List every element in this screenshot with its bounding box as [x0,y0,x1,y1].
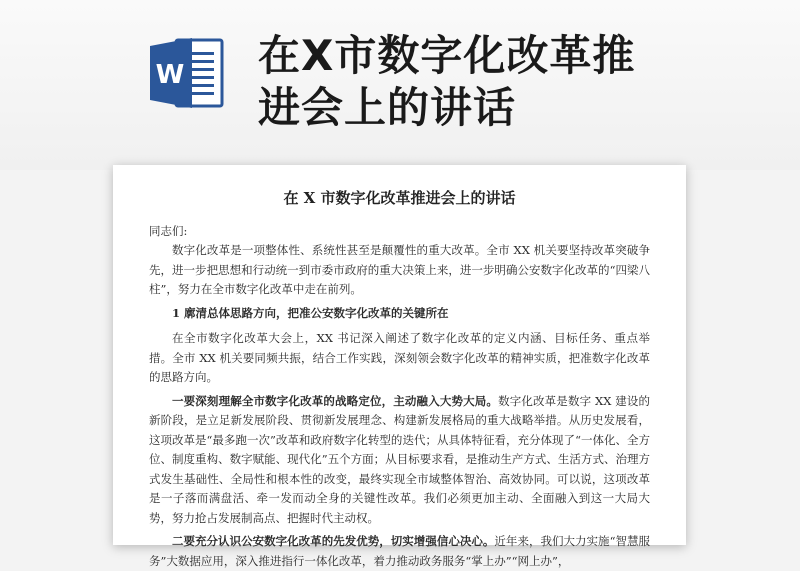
section-heading-1: 1 廓清总体思路方向，把准公安数字化改革的关键所在 [172,305,449,320]
page-title: 在 X 市数字化改革推进会上的讲话 [283,189,516,207]
paragraph-4 [149,532,650,571]
word-doc-icon [146,32,228,114]
paragraph-3-body: 数字化改革是数字 XX 建设的新阶段，是立足新发展阶段、贯彻新发展理念、构建新发展格局的重大战略举措。从历史发展看，这项改革是“最多跑一次”改革和政府数字化转型的迭代；从具体特征看，充分体现了“一体化、全方位、制度重构、数字赋能、现代化”五个方面；从目标要求看，是推动生产方式、生活方式、治理方式发生基础性、全局性和根本性的改变，最终实现全市域整体智治、高效协同。可以说，这项改革是一子落而满盘活、牵一发而动全身的关键性改革。我们必须更加主动、全面融入到这一大局大势，努力抢占发展制高点、把握时代主动权。 [149,393,651,525]
word-logo-letter: W [155,60,185,90]
header-banner [0,0,800,170]
paragraph-2: 在全市数字化改革大会上，XX 书记深入阐述了数字化改革的定义内涵、目标任务、重点举措。全市 XX 机关要同频共振，结合工作实践，深刻领会数字化改革的精神实质，把准数字化改革的思路方向。 [149,331,650,384]
paragraph-4-lead: 二要充分认识公安数字化改革的先发优势，切实增强信心决心。 [172,534,495,548]
paragraph-3 [149,392,650,529]
document-page [113,165,686,568]
paragraph-4-body: 近年来，我们大力实施“智慧服务”大数据应用，深入推进指行一体化改革，着力推动政务服务“掌上办”“网上办”， [149,534,650,568]
banner-title: 在X市数字化改革推进会上的讲话 [258,31,636,132]
paragraph-intro: 数字化改革是一项整体性、系统性甚至是颠覆性的重大改革。全市 XX 机关要坚持改革突破争先，进一步把思想和行动统一到市委市政府的重大决策上来，进一步明确公安数字化改革的“四梁八柱”，努力在全市数字化改革中走在前列。 [149,243,650,296]
salutation: 同志们: [149,224,188,238]
paragraph-3-lead: 一要深刻理解全市数字化改革的战略定位，主动融入大势大局。 [172,393,499,408]
